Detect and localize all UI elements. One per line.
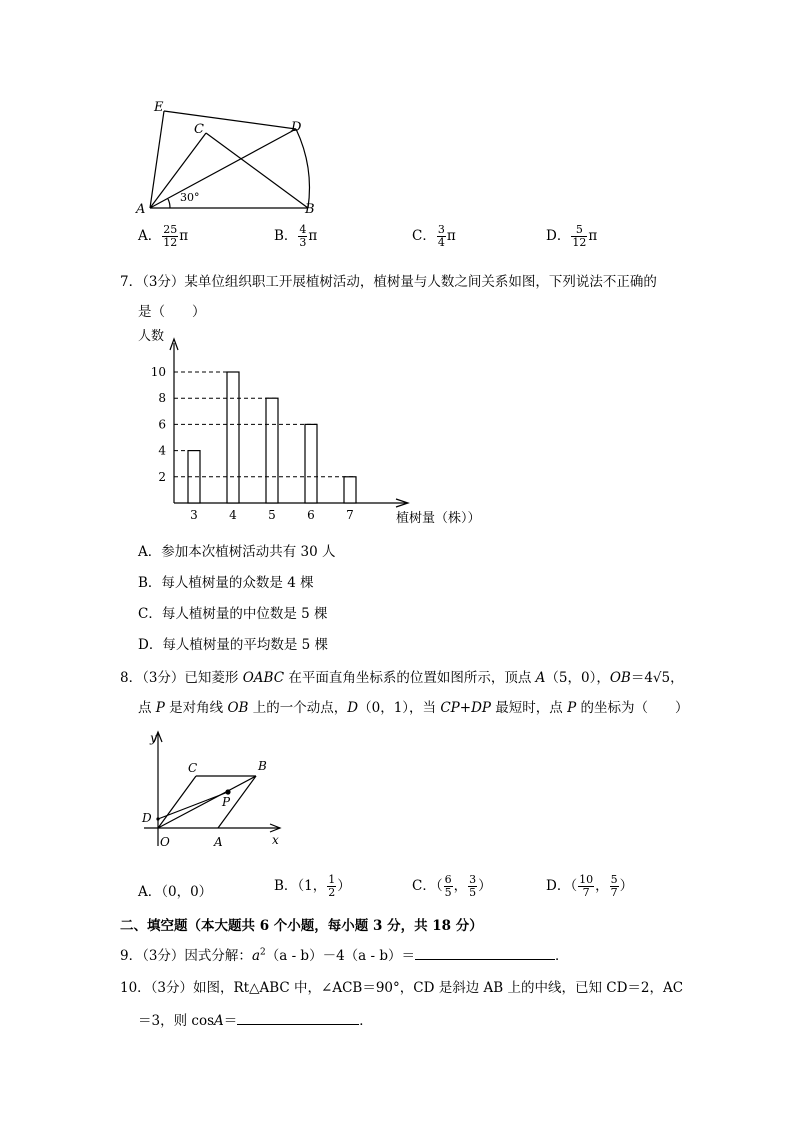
pi-symbol: π <box>308 228 318 244</box>
text: 最短时，点 <box>490 700 568 716</box>
q7-option-a[interactable]: A．参加本次植树活动共有 30 人 <box>138 544 336 560</box>
option-text: D．（ <box>546 878 578 894</box>
fraction: $\frac{10}{7}$ <box>579 873 594 899</box>
option-text: ） <box>337 878 351 894</box>
x-tick-label: 3 <box>190 508 198 522</box>
q6-option-b[interactable] <box>274 224 317 249</box>
q7-stem-line2: 是（ ） <box>138 304 206 320</box>
option-text: ， <box>595 878 609 894</box>
label-p: P <box>222 795 231 809</box>
option-text: ） <box>478 878 492 894</box>
segment-ad <box>150 129 296 208</box>
option-letter: A． <box>138 228 162 244</box>
option-text: ， <box>453 878 468 894</box>
label-c: C <box>188 761 198 775</box>
fraction: $\frac{3}{5}$ <box>469 873 477 899</box>
q6-option-a[interactable] <box>138 224 188 249</box>
option-letter: C． <box>412 228 436 244</box>
fraction: $\frac{5}{7}$ <box>610 873 618 899</box>
pi-symbol: π <box>446 228 456 244</box>
math: CP+DP <box>440 700 491 716</box>
option-text: A．（0，0） <box>138 884 213 900</box>
x-tick-label: 4 <box>229 508 237 522</box>
fraction: $\frac{25}{12}$ <box>163 223 178 249</box>
q8-rhombus-figure <box>138 728 298 858</box>
fraction: $\frac{3}{4}$ <box>437 223 445 249</box>
text: （a - b）－4（a - b）＝ <box>265 948 415 964</box>
fraction: $\frac{4}{3}$ <box>299 223 307 249</box>
q6-option-d[interactable] <box>546 224 597 249</box>
text: 是对角线 <box>164 700 228 716</box>
math: OB <box>227 700 249 716</box>
math: A <box>535 670 546 686</box>
pi-symbol: π <box>179 228 189 244</box>
segment-ob <box>158 776 256 828</box>
math: a <box>251 948 260 964</box>
label-c: C <box>194 122 204 137</box>
label-a: A <box>214 835 223 849</box>
x-axis-label: 植树量（株）） <box>396 511 481 526</box>
label-o: O <box>160 835 170 849</box>
y-tick-label: 2 <box>158 469 166 484</box>
segment-oc <box>158 776 196 828</box>
text: ． <box>555 948 569 964</box>
answer-blank[interactable] <box>237 1010 359 1025</box>
text: 点 <box>138 700 156 716</box>
q8-option-c[interactable] <box>412 874 492 899</box>
label-b: B <box>258 759 267 773</box>
option-text: B．（1， <box>274 878 327 894</box>
math: P <box>155 700 165 716</box>
option-text: C．（ <box>412 878 443 894</box>
math: OABC <box>242 670 285 686</box>
q7-stem-line1: 7．（3分）某单位组织职工开展植树活动，植树量与人数之间关系如图，下列说法不正确的 <box>120 274 657 290</box>
math: OB <box>609 670 631 686</box>
y-tick-label: 10 <box>150 365 166 379</box>
text: ＝4√5， <box>630 670 684 686</box>
label-y: y <box>150 731 157 745</box>
x-tick-label: 5 <box>268 508 276 522</box>
answer-blank[interactable] <box>415 945 555 960</box>
q8-stem-line2 <box>138 696 688 716</box>
segment-ae <box>150 111 164 208</box>
bar-6 <box>305 424 317 503</box>
bar-4 <box>227 372 239 503</box>
q7-option-c[interactable]: C．每人植树量的中位数是 5 棵 <box>138 606 328 622</box>
label-a: A <box>136 202 146 217</box>
text: （0，1），当 <box>358 700 441 716</box>
label-x: x <box>272 833 279 847</box>
fraction: $\frac{5}{12}$ <box>572 223 587 249</box>
point-d <box>156 817 159 820</box>
option-letter: B． <box>274 228 298 244</box>
y-axis-label: 人数 <box>138 329 165 344</box>
text: ＝3，则 cos <box>138 1013 214 1029</box>
label-e: E <box>154 100 164 115</box>
text: 上的一个动点， <box>248 700 348 716</box>
text: 的坐标为（ ） <box>576 700 689 716</box>
bar-5 <box>266 398 278 503</box>
q6-option-c[interactable] <box>412 224 456 249</box>
q8-stem-line1 <box>120 666 684 686</box>
x-tick-label: 6 <box>307 508 315 522</box>
option-text: ） <box>619 878 634 894</box>
q8-option-b[interactable] <box>274 874 351 899</box>
label-b: B <box>305 202 315 217</box>
label-d: D <box>142 811 152 825</box>
text: 在平面直角坐标系的位置如图所示，顶点 <box>284 670 536 686</box>
point-p <box>225 789 230 794</box>
y-tick-label: 8 <box>158 391 166 406</box>
fraction: $\frac{1}{2}$ <box>328 873 336 899</box>
q6-sector-figure <box>130 95 320 220</box>
text: 8．（3分）已知菱形 <box>120 670 243 686</box>
q10-stem-line2 <box>138 1009 373 1029</box>
math: D <box>347 700 359 716</box>
label-d: D <box>291 120 302 135</box>
section-2-heading: 二、填空题（本大题共 6 个小题，每小题 3 分，共 18 分） <box>120 918 483 934</box>
fraction: $\frac{6}{5}$ <box>444 873 452 899</box>
segment-dp <box>158 792 228 819</box>
segment-cb <box>206 133 308 208</box>
text: （5，0）， <box>545 670 610 686</box>
y-tick-label: 6 <box>158 417 166 432</box>
q8-option-a[interactable] <box>138 880 212 900</box>
math: A <box>214 1013 224 1029</box>
text: ＝ <box>223 1013 238 1029</box>
q7-option-b[interactable]: B．每人植树量的众数是 4 棵 <box>138 575 314 591</box>
bar-7 <box>344 477 356 503</box>
y-tick-label: 4 <box>158 443 166 458</box>
q10-stem-line1: 10．（3分）如图，Rt△ABC 中，∠ACB＝90°，CD 是斜边 AB 上的中线，已知 CD＝2，AC <box>120 980 684 996</box>
q8-option-d[interactable] <box>546 874 633 899</box>
angle-arc <box>168 199 170 208</box>
segment-ed <box>164 111 296 129</box>
angle-label: 30° <box>180 191 200 204</box>
text: 9．（3分）因式分解： <box>120 948 252 964</box>
q7-bar-chart <box>130 325 510 530</box>
math: P <box>567 700 577 716</box>
q7-option-d[interactable]: D．每人植树量的平均数是 5 棵 <box>138 637 328 653</box>
q9-stem <box>120 944 569 964</box>
arc-bd <box>296 129 310 208</box>
x-tick-label: 7 <box>346 508 354 522</box>
option-letter: D． <box>546 228 571 244</box>
text: ． <box>359 1013 373 1029</box>
pi-symbol: π <box>588 228 598 244</box>
exponent: 2 <box>260 947 266 958</box>
